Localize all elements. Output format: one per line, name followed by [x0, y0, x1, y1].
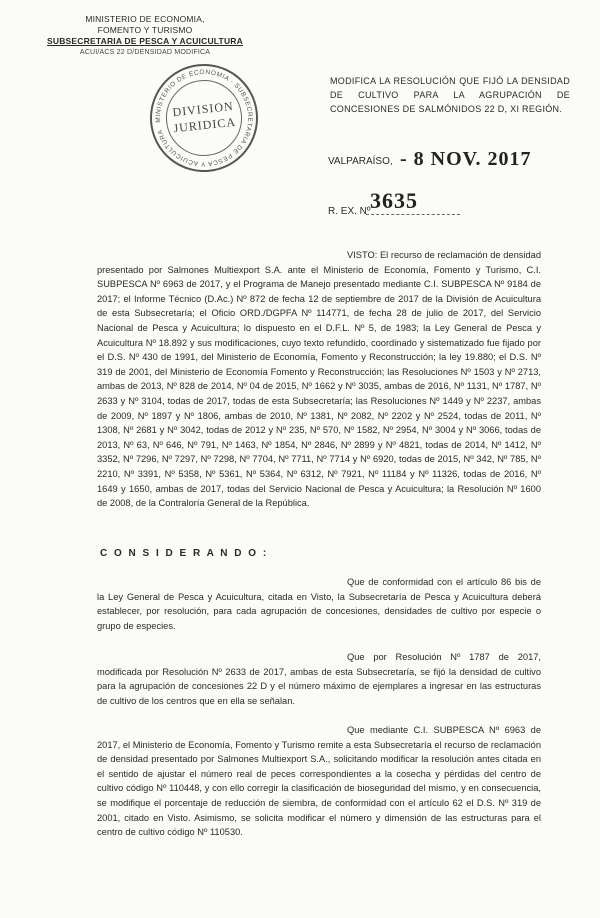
division-juridica-stamp	[145, 59, 264, 178]
considerando-2-text: Que por Resolución Nº 1787 de 2017, modificada por Resolución Nº 2633 de 2017, ambas de esta Subsecretaría, se fijó la densidad de cultivo para la agrupación de concesiones 22 D y el número máximo de ejemplares a ingresar en las estructuras de cultivo de los centros que en ella se señalan.	[97, 652, 541, 706]
resolution-date: - 8 NOV. 2017	[400, 148, 532, 170]
stamp-line-1: DIVISION	[171, 98, 235, 120]
stamp-line-2: JURIDICA	[172, 114, 237, 136]
reference-code: ACUI/ACS 22 D/DENSIDAD MODIFICA	[79, 49, 211, 56]
visto-paragraph	[97, 248, 541, 511]
stamp-ring-text: MINISTERIO DE ECONOMIA · SUBSECRETARIA DE PESCA Y ACUICULTURA	[154, 68, 254, 168]
rex-underline	[366, 214, 460, 215]
considerando-3-text: Que mediante C.I. SUBPESCA Nº 6963 de 2017, el Ministerio de Economía, Fomento y Turismo remite a esta Subsecretaría el recurso de reclamación de densidad presentado por Salmones Multiexport S.A., solicitando modificar la resolución antes citada en el sentido de ajustar el número real de peces correspondientes a la cosecha y pérdidas del centro de cultivo código Nº 110448, y con ello corregir la clasificación de bioseguridad del mismo, y en consecuencia, se modifique el porcentaje de reducción de siembra, de conformidad con el artículo 62 el D.S. Nº 319 de 2001, citado en Visto. Asimismo, se solicita modificar el número y dimensión de las estructuras para el centro de cultivo código Nº 110530.	[97, 725, 541, 838]
resolution-number: 3635	[370, 188, 418, 213]
considerando-2	[97, 650, 541, 708]
considerando-3	[97, 723, 541, 840]
considerando-1-text: Que de conformidad con el artículo 86 bis de la Ley General de Pesca y Acuicultura, citada en Visto, la Subsecretaría de Pesca y Acuicultura deberá establecer, por resolución, para cada agrupación de concesiones, densidades de cultivo por especie o grupo de especies.	[97, 577, 541, 631]
letterhead	[40, 14, 250, 58]
visto-text: VISTO: El recurso de reclamación de densidad presentado por Salmones Multiexport S.A. ante el Ministerio de Economía, Fomento y Turismo, C.I. SUBPESCA Nº 6963 de 2017, y el Programa de Manejo presentado mediante C.I. SUBPESCA Nº 9184 de 2017; el Informe Técnico (D.Ac.) Nº 872 de fecha 12 de septiembre de 2017 de la División de Acuicultura de esta Subsecretaría; el Oficio ORD./DGPFA Nº 114771, de fecha 28 de julio de 2017, del Servicio Nacional de Pesca y Acuicultura; lo dispuesto en el D.F.L. Nº 5, de 1983; la Ley General de Pesca y Acuicultura Nº 18.892 y sus modificaciones, cuyo texto refundido, coordinado y sistematizado fue fijado por el D.S. Nº 430 de 1991, del Ministerio de Economía, Fomento y Reconstrucción; la ley 19.880; el D.S. Nº 319 de 2001, del Ministerio de Economía Fomento y Reconstrucción; las Resoluciones Nº 1503 y Nº 2713, ambas de 2013, Nº 828 de 2014, Nº 04 de 2015, Nº 1662 y Nº 3035, ambas de 2016, Nº 1131, Nº 1787, Nº 2633 y Nº 3104, todas de 2017, todas de esta Subsecretaría; las Resoluciones Nº 1449 y Nº 2237, ambas de 2009, Nº 1897 y Nº 1806, ambas de 2010, Nº 1381, Nº 2082, Nº 2202 y Nº 2524, todas de 2011, Nº 1308, Nº 2681 y Nº 3042, todas de 2012 y Nº 235, Nº 570, Nº 1582, Nº 2954, Nº 3004 y Nº 3066, todas de 2013, Nº 63, Nº 646, Nº 791, Nº 1463, Nº 1854, Nº 2846, Nº 2899 y Nº 4821, todas de 2014, Nº 1412, Nº 3352, Nº 7296, Nº 7297, Nº 7298, Nº 7704, Nº 7711, Nº 7714 y Nº 6920, todas de 2015, Nº 342, Nº 785, Nº 2210, Nº 3391, Nº 5358, Nº 5361, Nº 5364, Nº 6312, Nº 7921, Nº 11184 y Nº 11326, todas de 2016, Nº 1649 y 1650, ambas de 2017, todas del Servicio Nacional de Pesca y Acuicultura; la Resolución Nº 1600 de 2008, de la Contraloría General de la República.	[97, 250, 541, 509]
resolution-reference: MODIFICA LA RESOLUCIÓN QUE FIJÓ LA DENSIDAD DE CULTIVO PARA LA AGRUPACIÓN DE CONCESIONES DE SALMÓNIDOS 22 D, XI REGIÓN.	[330, 76, 570, 114]
considerando-1	[97, 575, 541, 633]
place-label: VALPARAÍSO,	[328, 156, 393, 167]
considerando-title: C O N S I D E R A N D O :	[100, 548, 269, 559]
subsecretaria-name: SUBSECRETARIA DE PESCA Y ACUICULTURA	[47, 36, 243, 46]
ministry-line-1: MINISTERIO DE ECONOMIA,	[85, 14, 205, 24]
ministry-line-2: FOMENTO Y TURISMO	[97, 25, 193, 35]
rex-label: R. EX. Nº	[328, 206, 371, 217]
